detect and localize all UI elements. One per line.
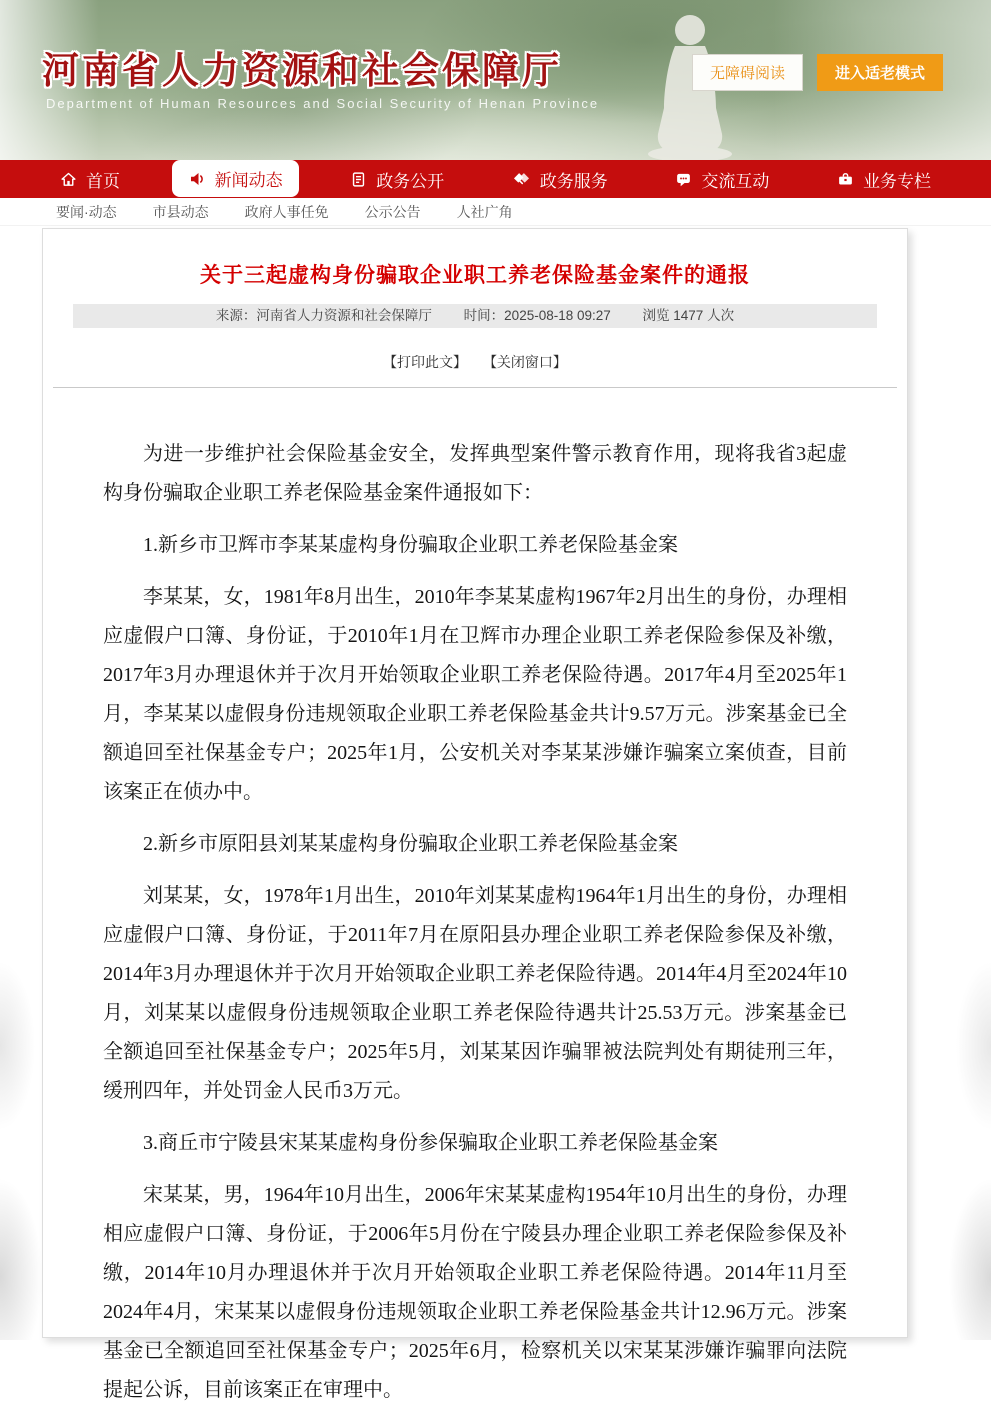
article-actions: [43, 352, 907, 372]
subnav-item-city-county[interactable]: 市县动态: [152, 203, 209, 220]
nav-item-interaction[interactable]: [659, 160, 785, 198]
site-banner: [0, 0, 991, 160]
accessibility-reading-button[interactable]: 无障碍阅读: [692, 54, 803, 91]
briefcase-icon: [837, 171, 854, 188]
nav-item-label: 政务公开: [376, 171, 445, 191]
case-heading-2: 2.新乡市原阳县刘某某虚构身份骗取企业职工养老保险基金案: [143, 833, 678, 855]
elder-mode-button[interactable]: 进入适老模式: [817, 54, 943, 91]
article-meta-bar: [73, 304, 877, 328]
close-window-button[interactable]: 【关闭窗口】: [482, 354, 567, 370]
article-body: [43, 388, 907, 1410]
sub-nav: [0, 198, 991, 226]
site-title: 河南省人力资源和社会保障厅: [42, 50, 562, 91]
main-nav: [0, 160, 991, 198]
article-time: 时间：2025-08-18 09:27: [463, 308, 611, 323]
page-edge-decoration-left: [0, 920, 46, 1340]
print-button[interactable]: 【打印此文】: [383, 354, 468, 370]
nav-item-news[interactable]: [172, 160, 299, 197]
page-edge-decoration-right: [941, 920, 991, 1340]
handshake-icon: [512, 170, 531, 189]
document-icon: [350, 171, 367, 188]
nav-item-label: 新闻动态: [214, 171, 283, 190]
nav-item-label: 交流互动: [701, 171, 770, 191]
subnav-item-hr-corner[interactable]: 人社广角: [456, 203, 513, 220]
article-title: 关于三起虚构身份骗取企业职工养老保险基金案件的通报: [200, 264, 750, 287]
nav-item-label: 政务服务: [539, 171, 608, 191]
chat-icon: [675, 171, 692, 188]
banner-buttons: [692, 54, 943, 91]
nav-item-label: 首页: [86, 171, 120, 191]
subnav-item-announcements[interactable]: 公示公告: [364, 203, 421, 220]
case-heading-3: 3.商丘市宁陵县宋某某虚构身份参保骗取企业职工养老保险基金案: [143, 1132, 718, 1154]
article-views: 浏览 1477 人次: [642, 308, 735, 323]
nav-item-home[interactable]: [44, 160, 136, 198]
subnav-item-key-news[interactable]: 要闻·动态: [56, 203, 117, 220]
nav-item-gov-disclosure[interactable]: [334, 160, 460, 198]
case-paragraph-2: 刘某某，女，1978年1月出生，2010年刘某某虚构1964年1月出生的身份，办理相应虚假户口簿、身份证，于2011年7月在原阳县办理企业职工养老保险参保及补缴，2014年3月办理退休并于次月开始领取企业职工养老保险待遇。2014年4月至2024年10月，刘某某以虚假身份违规领取企业职工养老保险待遇共计25.53万元。涉案基金已全额追回至社保基金专户；2025年5月，刘某某因诈骗罪被法院判处有期徒刑三年，缓刑四年，并处罚金人民币3万元。: [103, 885, 847, 1102]
subnav-item-personnel[interactable]: 政府人事任免: [244, 203, 329, 220]
case-heading-1: 1.新乡市卫辉市李某某虚构身份骗取企业职工养老保险基金案: [143, 534, 678, 556]
content-card: [42, 228, 908, 1401]
nav-item-label: 业务专栏: [862, 171, 931, 191]
case-paragraph-3: 宋某某，男，1964年10月出生，2006年宋某某虚构1954年10月出生的身份，办理相应虚假户口簿、身份证，于2006年5月份在宁陵县办理企业职工养老保险参保及补缴，2014年10月办理退休并于次月开始领取企业职工养老保险待遇。2014年11月至2024年4月，宋某某以虚假身份违规领取企业职工养老保险基金共计12.96万元。涉案基金已全额追回至社保基金专户；2025年6月，检察机关以宋某某涉嫌诈骗罪向法院提起公诉，目前该案正在审理中。: [103, 1184, 847, 1401]
intro-paragraph: 为进一步维护社会保险基金安全，发挥典型案件警示教育作用，现将我省3起虚构身份骗取企业职工养老保险基金案件通报如下：: [103, 443, 847, 504]
nav-item-business-column[interactable]: [821, 160, 947, 198]
nav-item-gov-services[interactable]: [496, 160, 624, 198]
site-subtitle-en: Department of Human Resources and Social Security of Henan Province: [46, 96, 600, 111]
speaker-icon: [188, 170, 206, 188]
article-source: 来源：河南省人力资源和社会保障厅: [215, 308, 432, 323]
case-paragraph-1: 李某某，女，1981年8月出生，2010年李某某虚构1967年2月出生的身份，办理相应虚假户口簿、身份证，于2010年1月在卫辉市办理企业职工养老保险参保及补缴，2017年3月办理退休并于次月开始领取企业职工养老保险待遇。2017年4月至2025年1月，李某某以虚假身份违规领取企业职工养老保险基金共计9.57万元。涉案基金已全额追回至社保基金专户；2025年1月，公安机关对李某某涉嫌诈骗案立案侦查，目前该案正在侦办中。: [103, 586, 847, 803]
home-icon: [60, 171, 77, 188]
